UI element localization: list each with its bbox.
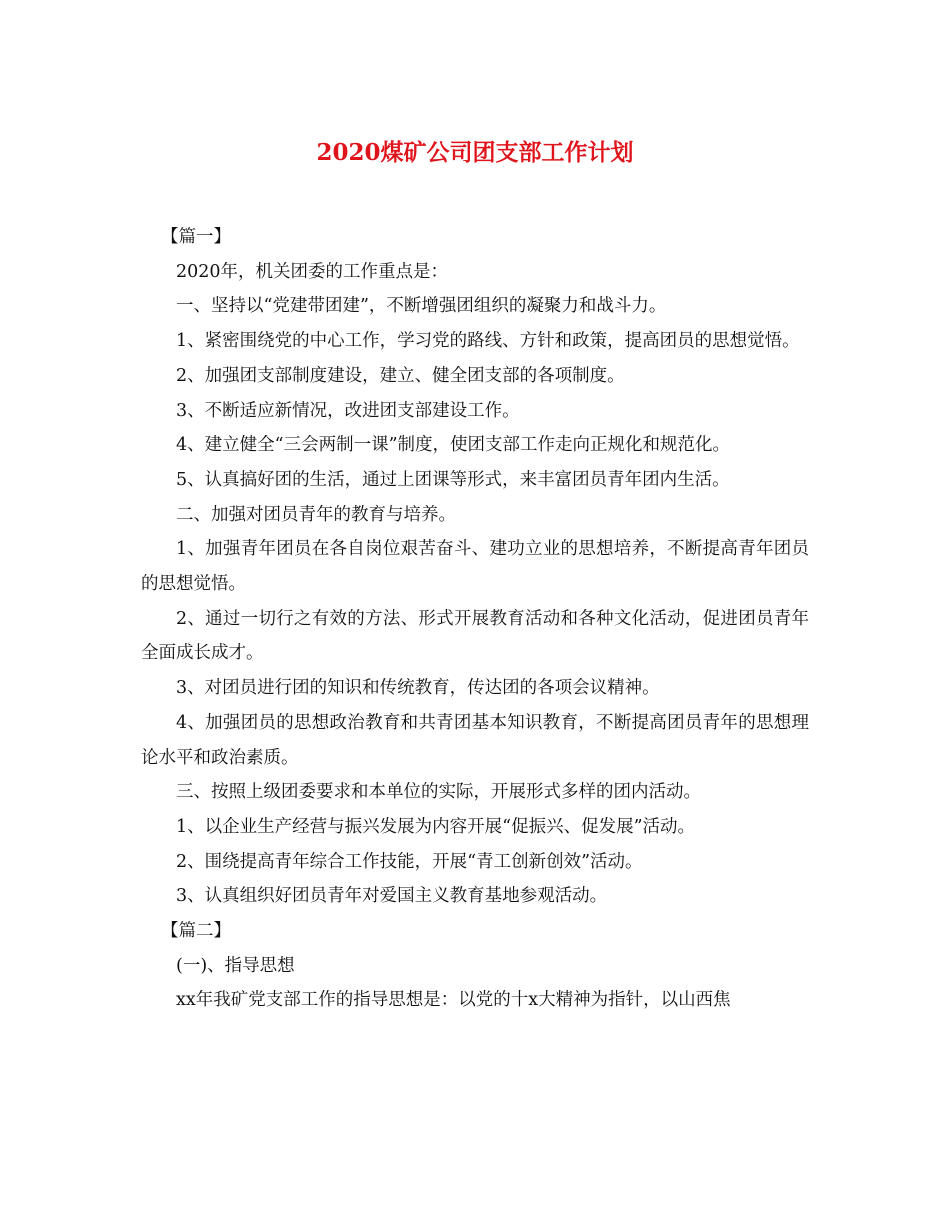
- paragraph: 4、建立健全“三会两制一课”制度，使团支部工作走向正规化和规范化。: [176, 435, 731, 456]
- section-heading: 【篇一】: [161, 227, 231, 247]
- document-body: [141, 220, 809, 1018]
- paragraph: 二、加强对团员青年的教育与培养。: [176, 504, 456, 525]
- paragraph: 1、以企业生产经营与振兴发展为内容开展“促振兴、促发展”活动。: [176, 816, 696, 837]
- paragraph: 一、坚持以“党建带团建”，不断增强团组织的凝聚力和战斗力。: [176, 296, 667, 317]
- paragraph: (一)、指导思想: [176, 955, 295, 976]
- paragraph: 3、对团员进行团的知识和传统教育，传达团的各项会议精神。: [176, 678, 660, 699]
- paragraph: 3、认真组织好团员青年对爱国主义教育基地参观活动。: [176, 886, 608, 907]
- paragraph: 4、加强团员的思想政治教育和共青团基本知识教育，不断提高团员青年的思想理论水平和政治素质。: [141, 712, 809, 768]
- paragraph: 2020年，机关团委的工作重点是：: [176, 261, 449, 282]
- paragraph: 1、加强青年团员在各自岗位艰苦奋斗、建功立业的思想培养，不断提高青年团员的思想觉悟。: [141, 539, 809, 595]
- section-heading: 【篇二】: [161, 921, 231, 942]
- paragraph: 5、认真搞好团的生活，通过上团课等形式，来丰富团员青年团内生活。: [176, 469, 730, 490]
- paragraph: 2、通过一切行之有效的方法、形式开展教育活动和各种文化活动，促进团员青年全面成长成才。: [141, 608, 809, 664]
- document-title: 2020煤矿公司团支部工作计划: [316, 139, 634, 166]
- paragraph: 3、不断适应新情况，改进团支部建设工作。: [176, 400, 520, 421]
- paragraph: 2、围绕提高青年综合工作技能，开展“青工创新创效”活动。: [176, 851, 643, 872]
- paragraph: 2、加强团支部制度建设，建立、健全团支部的各项制度。: [176, 365, 625, 386]
- paragraph: xx年我矿党支部工作的指导思想是：以党的十x大精神为指针，以山西焦: [176, 990, 731, 1011]
- paragraph: 1、紧密围绕党的中心工作，学习党的路线、方针和政策，提高团员的思想觉悟。: [176, 331, 800, 352]
- paragraph: 三、按照上级团委要求和本单位的实际，开展形式多样的团内活动。: [176, 782, 701, 803]
